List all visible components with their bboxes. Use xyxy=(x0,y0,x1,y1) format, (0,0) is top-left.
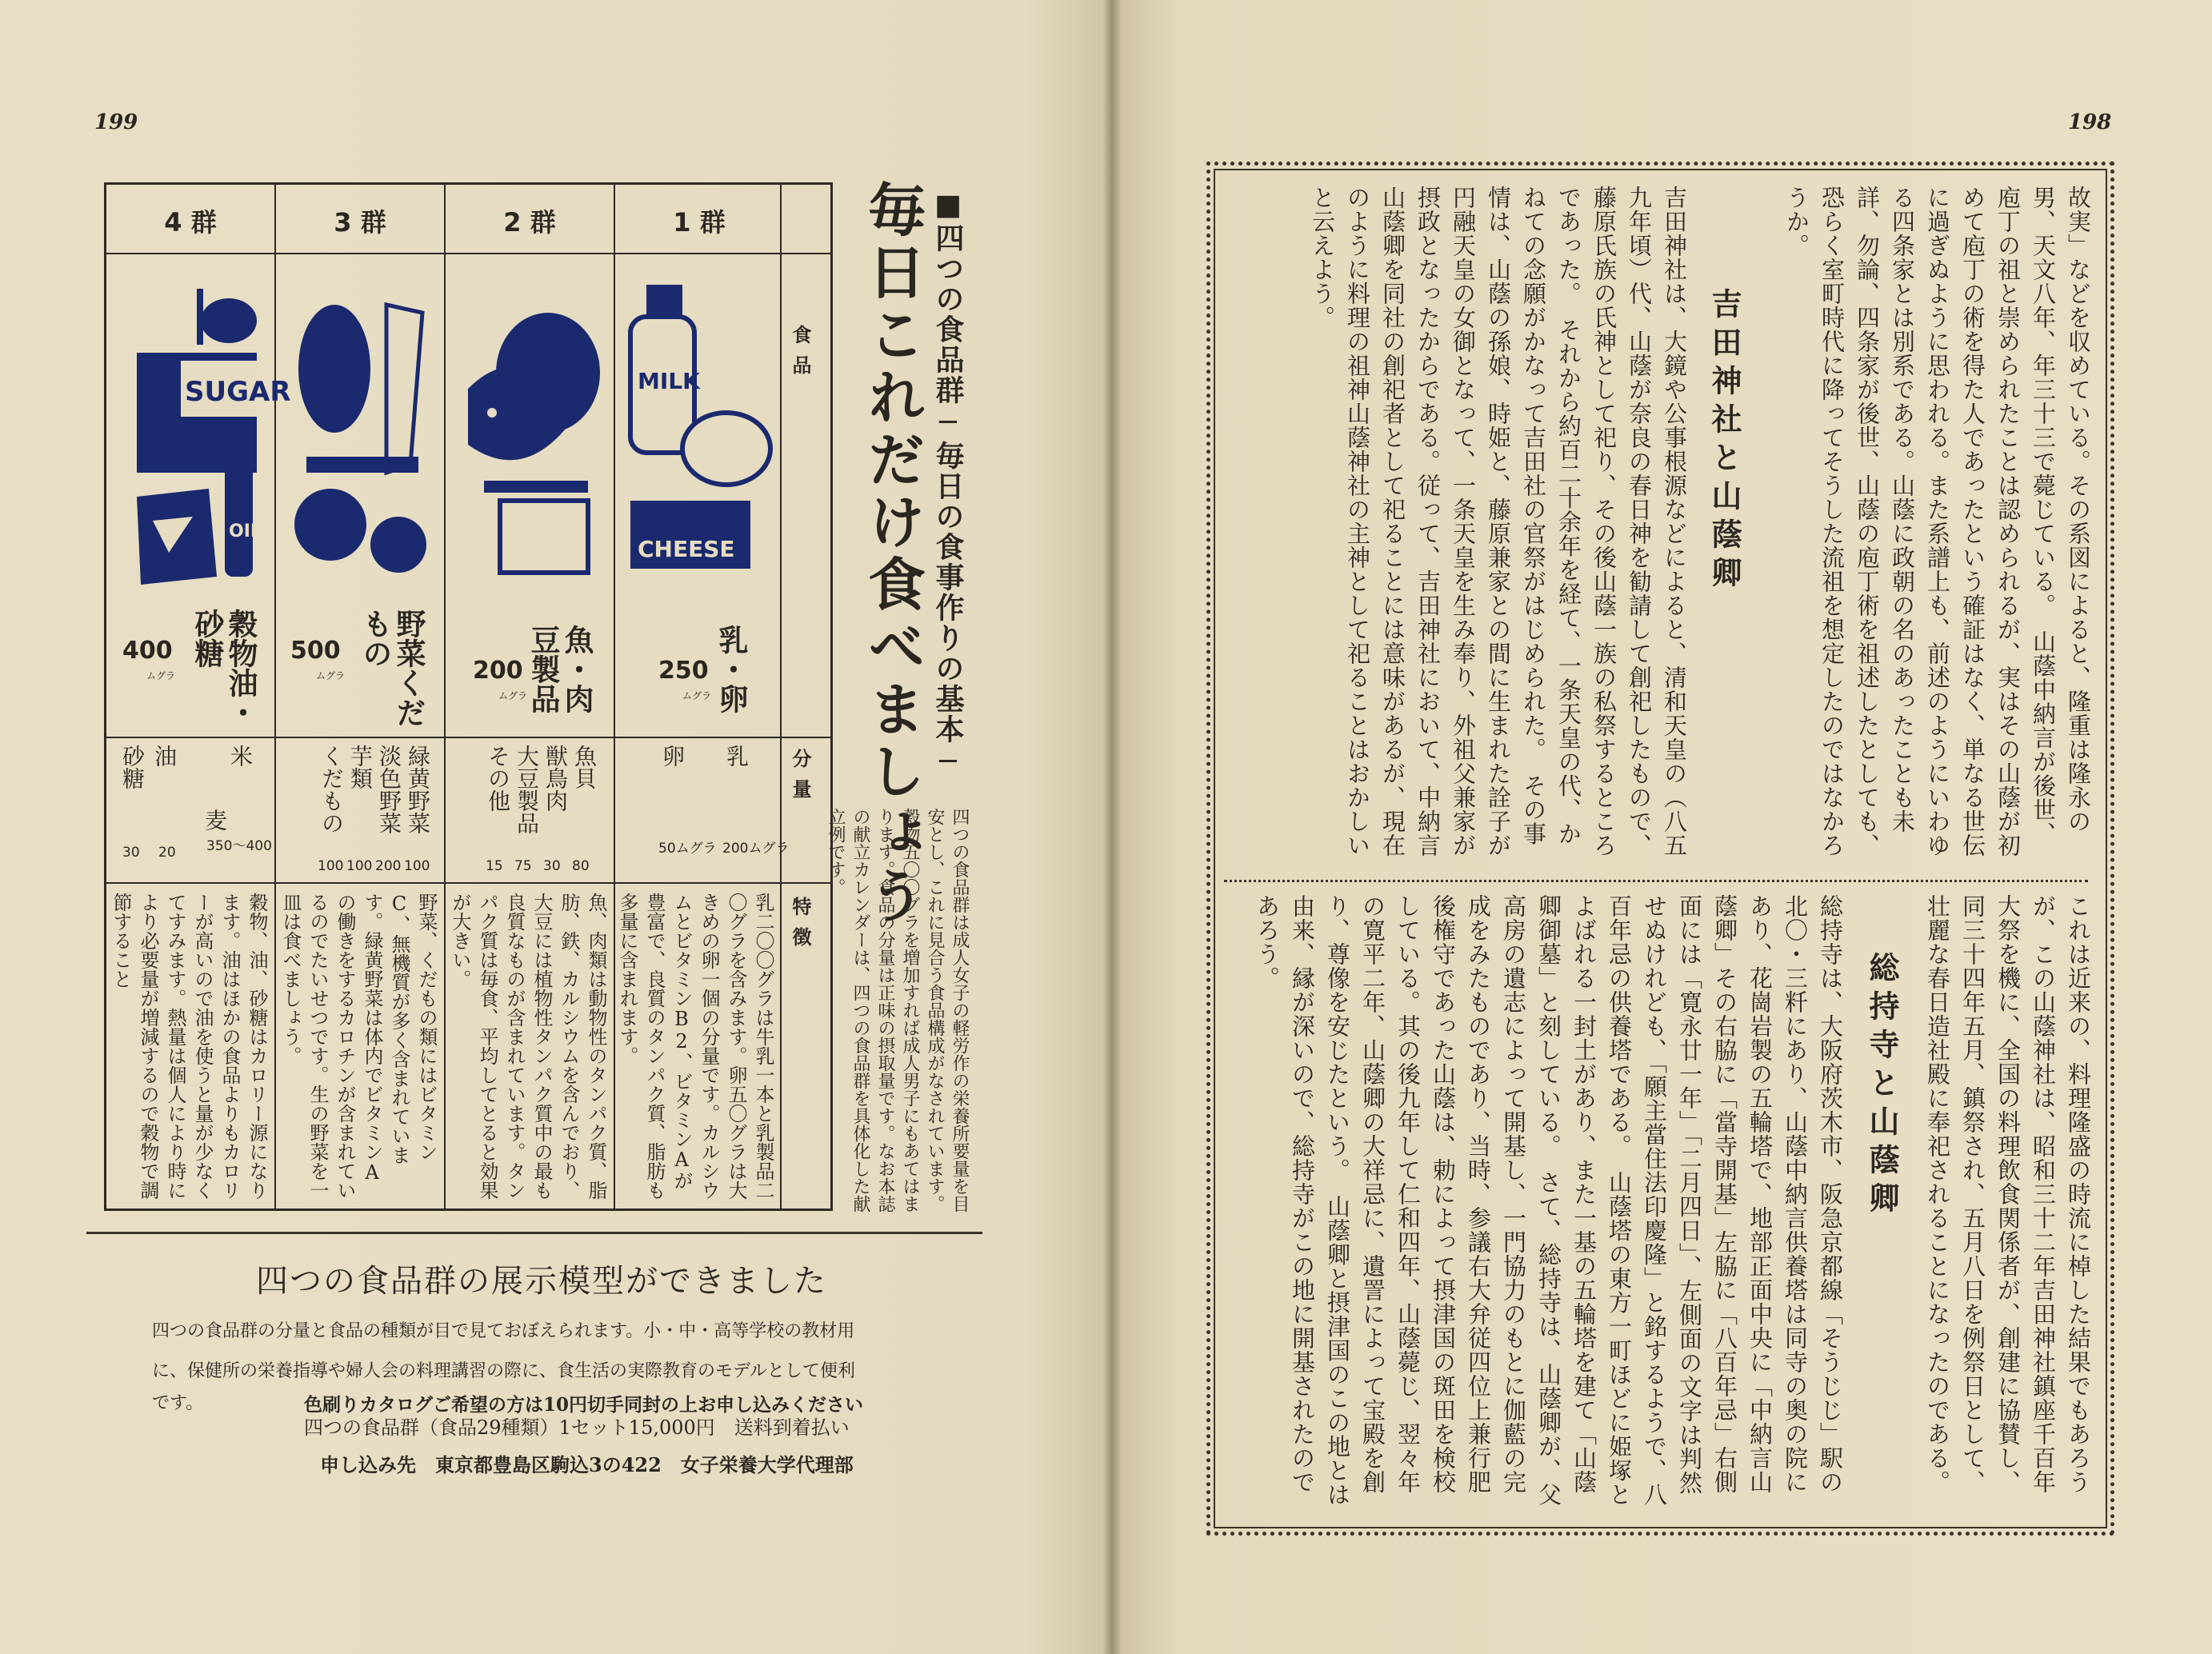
group-1-qty-egg: 50ムグラ xyxy=(658,841,717,857)
group-2-unit: ムグラ xyxy=(498,690,528,701)
group-1-food-name: 乳・卵 xyxy=(714,625,749,713)
group-2-item-meat: 獣鳥肉 xyxy=(542,745,569,812)
group-2-qty-1: 80 xyxy=(572,858,590,874)
milk-label: MILK xyxy=(638,368,700,394)
group-3-amount: 500 xyxy=(290,637,341,665)
group-4-amount: 400 xyxy=(122,637,173,665)
heading-yoshida-shrine: 吉田神社と山蔭卿 xyxy=(1706,288,1742,595)
yoshida-shrine-text: 吉田神社は、大鏡や公事根源などによると、清和天皇の（八五九年頃）代、山蔭が奈良の春日神を勧請して創祀したもので、藤原氏族の氏神として祀り、その後山蔭一族の私祭するところであった。 それから約百二十余年を経て、一条天皇の代、かねての念願がかなって吉田社の官祭がはじめられた。 その事情は、山蔭の孫娘、時姫と、藤原兼家との間に生まれた詮子が円融天皇の女御となって、一条天皇を生み奉り、外祖父兼家が摂政となったからである。従って、吉田神社において、中納言山蔭卿を同社の創祀者として祀ることには意味があるが、現在のように料理の祖神山蔭神社の主神として祀ることはおかしいと云えよう。 xyxy=(1309,186,1688,857)
group-2-food-name: 魚・肉豆製品 xyxy=(526,625,594,713)
group-2-header: 2 群 xyxy=(503,207,556,238)
group-2-item-other: その他 xyxy=(485,745,511,812)
group-4-item-oil: 油 xyxy=(151,745,178,767)
food-group-table xyxy=(104,182,833,1211)
group-4-item-wheat: 麦 xyxy=(202,809,228,831)
side-note: 四つの食品群は成人女子の軽労作の栄養所要量を目安とし、これに見合う食品構成がなされています。穀物五〇〇グラを増加すれば成人男子にもあてはまります。食品の分量は正味の摂取量です。なお本誌の献立カレンダーは、四つの食品群を具体化した献立例です。 xyxy=(826,808,970,1213)
group-4-qty-grain: 350〜400 xyxy=(206,838,272,854)
group-3-unit: ムグラ xyxy=(316,670,346,681)
group-3-food-name: 野菜くだもの xyxy=(358,609,426,727)
ad-separator xyxy=(86,1232,982,1234)
heading-sojiji-temple: 総持寺と山蔭卿 xyxy=(1864,952,1900,1221)
group-4-unit: ムグラ xyxy=(146,670,176,681)
group-2-qty-2: 30 xyxy=(543,858,561,874)
group-2-amount: 200 xyxy=(473,657,523,685)
group-4-feature: 穀物、油、砂糖はカロリー源になります。油はほかの食品よりもカロリーが高いので油を使うと量が少なくてすみます。熱量は個人により時により必要量が増減するので穀物で調節すること xyxy=(110,893,268,1200)
group-3-feature: 野菜、くだもの類にはビタミンC、無機質が多く含まれています。緑黄野菜は体内でビタミンAの働きをするカロチンが含まれているのでたいせつです。生の野菜を一皿は食べましょう。 xyxy=(279,893,438,1200)
group-1-amount: 250 xyxy=(658,657,709,685)
group-1-item-egg: 卵 xyxy=(659,745,686,767)
group-2-feature: 魚、肉類は動物性のタンパク質、脂肪、鉄、カルシウムを含んでおり、大豆には植物性タンパク質中の最も良質なものが含まれています。タンパク質は毎食、平均してとると効果が大きい。 xyxy=(449,893,607,1200)
group-4-header: 4 群 xyxy=(164,207,217,238)
ad-body-line-1: 四つの食品群の分量と食品の種類が目で見ておぼえられます。小・中・高等学校の教材用 xyxy=(152,1321,855,1341)
cheese-label: CHEESE xyxy=(638,536,735,562)
group-4-qty-oil: 20 xyxy=(158,845,176,861)
ad-body-line-2: に、保健所の栄養指導や婦人会の料理講習の際に、食生活の実際教育のモデルとして便利 xyxy=(152,1361,855,1381)
group-4-food-name: 穀物油・砂糖 xyxy=(190,609,258,727)
ad-address-line: 申し込み先 東京都豊島区駒込3の422 女子栄養大学代理部 xyxy=(320,1453,854,1476)
group-4-item-sugar: 砂糖 xyxy=(119,745,146,789)
ad-catalog-line: 色刷りカタログご希望の方は10円切手同封の上お申し込みください xyxy=(304,1394,864,1416)
ad-title: 四つの食品群の展示模型ができました xyxy=(256,1263,827,1300)
group-3-item-green-veg: 緑黄野菜 xyxy=(405,745,431,834)
ad-price-line: 四つの食品群（食品29種類）1セット15,000円 送料到着払い xyxy=(304,1416,850,1439)
page-subtitle: ■四つの食品群─毎日の食事作りの基本─ xyxy=(931,188,965,780)
vegetables-illustration xyxy=(290,281,434,601)
sojiji-temple-text: 総持寺は、大阪府茨木市、阪急京都線「そうじじ」駅の北〇・三粁にあり、山蔭中納言供養塔は同寺の奥の院にあり、花崗岩製の五輪塔で、地部正面中央に「中納言山蔭卿」その右脇に「當寺開基」左脇に「八百年忌」右側面には「寛永廿一年」「二月四日」、左側面の文字は判然せぬけれども、「願主當住法印慶隆」と銘するようで、八百年忌の供養塔である。 山蔭塔の東方一町ほどに姫塚とよばれる一封土があり、また一基の五輪塔を建て「山蔭卿御墓」と刻している。 さて、総持寺は、山蔭卿が、父高房の遺志によって開基し、一門協力のもとに伽藍の完成をみたものであり、当時、参議右大弁従四位上兼行肥後権守であった山蔭は、勅によって摂津国の斑田を検校している。其の後九年して仁和四年、山蔭薨じ、翌々年の寛平二年、山蔭卿の大祥忌に、遺詈によって宝殿を創り、尊像を安じたという。 山蔭卿と摂津国のこの地とは由来、縁が深いので、総持寺がこの地に開基されたのであろう。 xyxy=(1254,894,1844,1507)
group-2-item-fish: 魚貝 xyxy=(571,745,598,789)
row-label-feature: 特徴 xyxy=(789,897,812,957)
group-3-qty-4: 100 xyxy=(318,858,344,874)
group-4-qty-sugar: 30 xyxy=(122,845,140,861)
page-title: 毎日これだけ食べましょう xyxy=(858,180,926,929)
row-label-amount: 分量 xyxy=(789,749,812,809)
page-number-right: 198 xyxy=(2068,110,2112,134)
fish-meat-illustration xyxy=(460,285,604,605)
group-2-qty-3: 75 xyxy=(514,858,532,874)
group-3-item-light-veg: 淡色野菜 xyxy=(376,745,402,834)
group-3-item-fruit: くだもの xyxy=(318,745,345,834)
oil-label: OIL xyxy=(229,521,262,541)
article-divider xyxy=(1224,880,2088,882)
ad-body-line-3: です。 xyxy=(152,1393,204,1413)
group-3-qty-1: 100 xyxy=(404,858,430,874)
lower-paragraph: これは近来の、料理隆盛の時流に棹した結果でもあろうが、この山蔭神社は、昭和三十二年吉田神社鎮座千百年大祭を機に、全国の料理飲食関係者が、創建に協賛し、同三十四年五月、鎮祭され、五月八日を例祭日として、壮麗な春日造社殿に奉祀されることになったのである。 xyxy=(1924,894,2092,1494)
group-3-item-potato: 芋類 xyxy=(347,745,374,789)
group-2-item-soy: 大豆製品 xyxy=(514,745,540,834)
sugar-label: SUGAR xyxy=(185,376,291,408)
group-3-qty-2: 200 xyxy=(375,858,402,874)
page-number-left: 199 xyxy=(94,110,138,134)
group-1-qty-milk: 200ムグラ xyxy=(722,841,790,857)
group-1-unit: ムグラ xyxy=(682,690,712,701)
group-3-qty-3: 100 xyxy=(346,858,373,874)
sugar-oil-illustration xyxy=(121,281,291,601)
group-3-header: 3 群 xyxy=(334,207,386,238)
group-1-feature: 乳二〇〇グラは牛乳一本と乳製品二〇グラを含みます。卵五〇グラは大きめの卵一個の分量です。カルシウムとビタミンB2、ビタミンAが豊富で、良質のタンパク質、脂肪も多量に含まれます。 xyxy=(616,893,774,1200)
row-label-food: 食品 xyxy=(789,325,812,386)
book-gutter xyxy=(1102,0,1122,1654)
upper-paragraph: 故実」などを収めている。その系図によると、隆重は隆永の男、天文八年、年三十三で薨じている。 山蔭中納言が後世、庖丁の祖と崇められたことは認められるが、実はその山蔭が初めて庖丁の術を得た人であったという確証はなく、単なる世伝に過ぎぬように思われる。また系譜上も、前述のようにいわゆる四条家とは別系である。山蔭に政朝の名のあったことも未詳、勿論、四条家が後世、山蔭の庖丁術を祖述したとしても、恐らく室町時代に降ってそうした流祖を想定したのではなかろうか。 xyxy=(1783,186,2092,857)
group-4-item-rice: 米 xyxy=(227,745,254,767)
group-1-header: 1 群 xyxy=(673,207,726,238)
milk-cheese-illustration xyxy=(626,285,770,605)
group-1-item-milk: 乳 xyxy=(723,745,750,767)
group-2-qty-4: 15 xyxy=(486,858,503,874)
